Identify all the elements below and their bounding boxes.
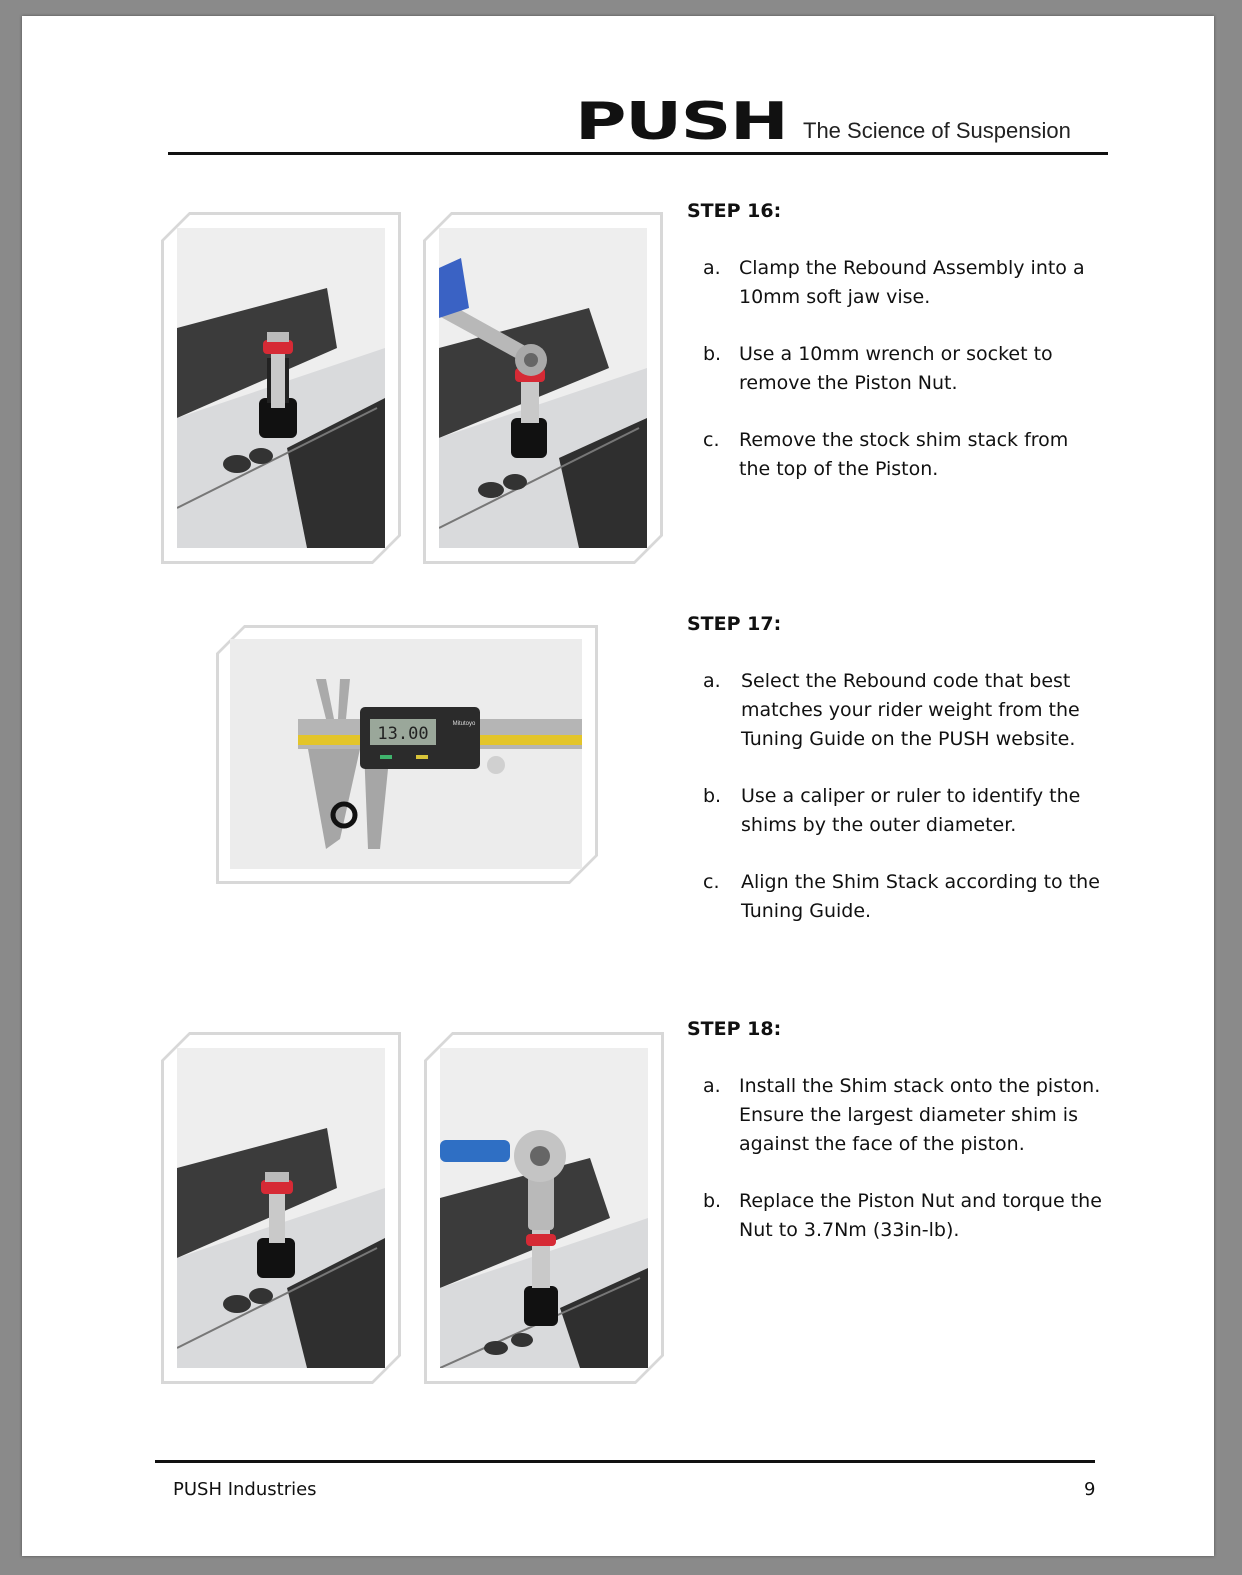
step-18-list [703,1072,1103,1273]
list-item-text: Use a 10mm wrench or socket to remove the Piston Nut. [739,343,1053,394]
list-marker: c. [703,871,720,893]
step18-photo-torque [424,1032,664,1384]
list-item [703,426,1103,484]
list-marker: a. [703,670,721,692]
step-16-list [703,254,1103,512]
step16-photo-wrench [423,212,663,564]
list-item-text: Align the Shim Stack according to the Tuning Guide. [741,871,1100,922]
list-marker: b. [703,1190,722,1212]
list-item [703,1072,1103,1159]
list-item-text: Clamp the Rebound Assembly into a 10mm soft jaw vise. [739,257,1085,308]
step-17-title: STEP 17: [687,613,782,635]
step-17-list [703,667,1103,954]
footer-company: PUSH Industries [173,1479,317,1500]
list-item [703,782,1103,840]
list-item [703,1187,1103,1245]
list-item [703,340,1103,398]
list-item-text: Remove the stock shim stack from the top of the Piston. [739,429,1069,480]
list-item-text: Select the Rebound code that best matches your rider weight from the Tuning Guide on the PUSH website. [741,670,1080,750]
step17-photo-caliper [216,625,598,884]
page-number: 9 [1084,1479,1096,1500]
list-marker: a. [703,257,721,279]
list-item [703,667,1103,754]
step-18-title: STEP 18: [687,1018,782,1040]
list-marker: a. [703,1075,721,1097]
list-item-text: Use a caliper or ruler to identify the shims by the outer diameter. [741,785,1081,836]
step-16-title: STEP 16: [687,200,782,222]
logo-tagline: The Science of Suspension [803,118,1071,143]
list-item-text: Replace the Piston Nut and torque the Nut to 3.7Nm (33in-lb). [739,1190,1102,1241]
list-marker: b. [703,785,722,807]
caliper-readout: 13.00 [377,724,429,744]
step18-photo-shims [161,1032,401,1384]
document-page [22,16,1214,1556]
list-item [703,868,1103,926]
header-rule [168,152,1108,155]
list-marker: c. [703,429,720,451]
list-item-text: Install the Shim stack onto the piston. Ensure the largest diameter shim is against the face of the piston. [739,1075,1101,1155]
footer-rule [155,1460,1095,1463]
list-item [703,254,1103,312]
list-marker: b. [703,343,722,365]
push-logo: PUSH [575,92,788,152]
step16-photo-vise [161,212,401,564]
caliper-brand: Mitutoyo [452,721,476,727]
